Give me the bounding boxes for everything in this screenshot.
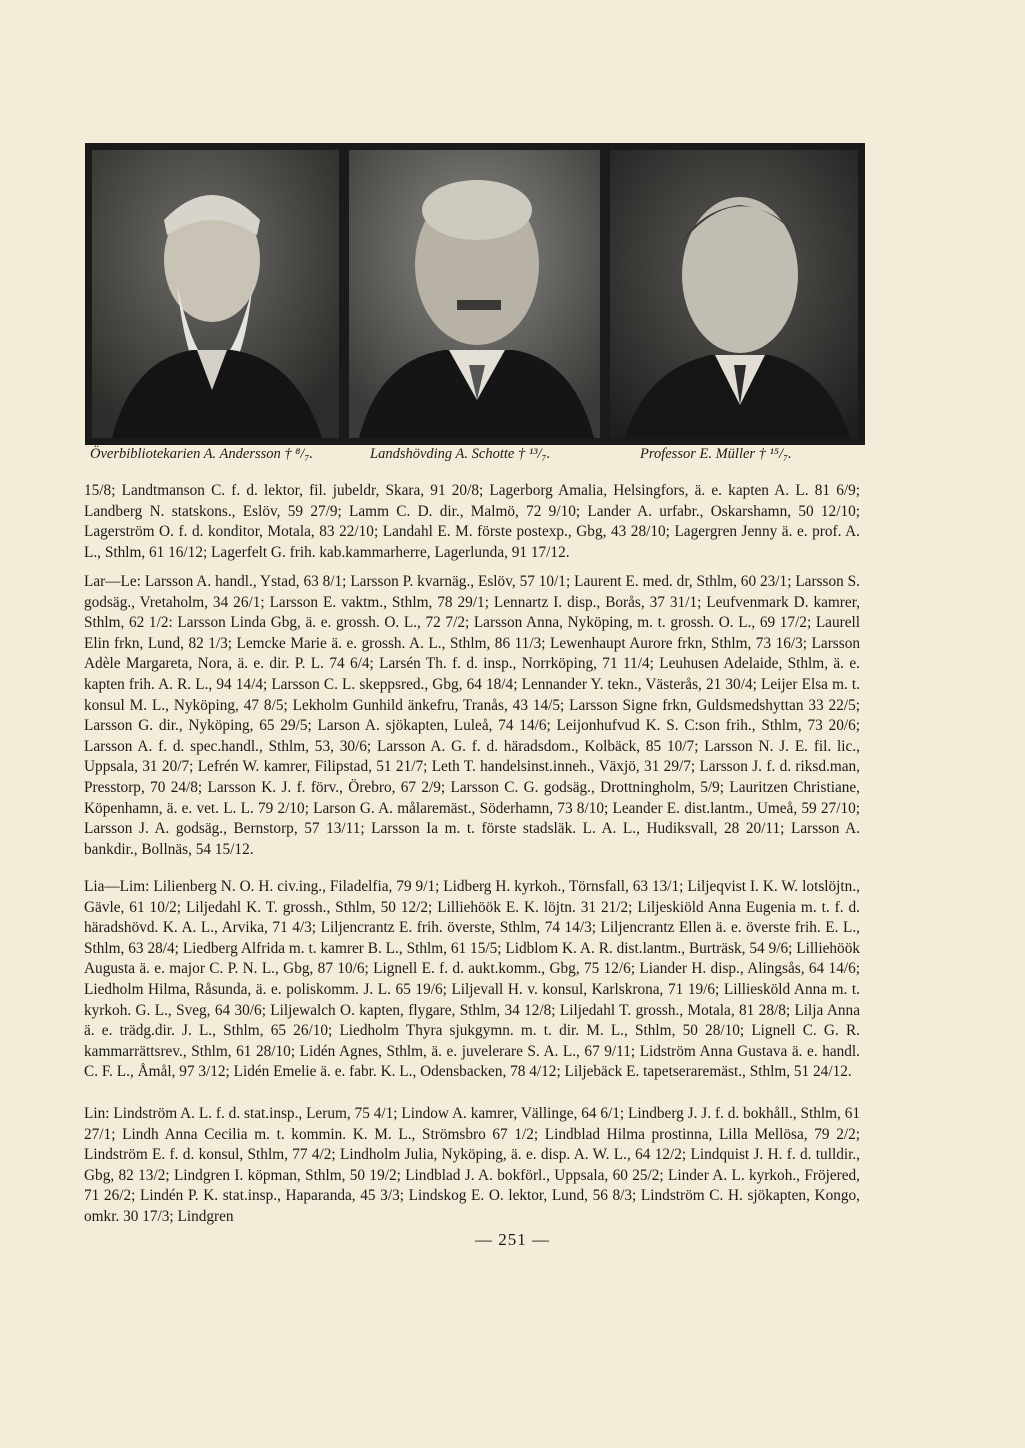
paragraph-text: 15/8; Landtmanson C. f. d. lektor, fil. jubeldr, Skara, 91 20/8; Lagerborg Amalia, Helsingfors, ä. e. kapten A. L. 81 6/9; Landberg N. statskons., Eslöv, 59 27/9; Lamm C. D. dir., Malmö, 72 9/10; Lander A. urfabr., Oskarshamn, 50 12/10; Lagerström O. f. d. konditor, Motala, 83 22/10; Landahl E. M. förste postexp., Gbg, 43 28/10; Lagergren Jenny ä. e. prof. A. L., Sthlm, 61 16/12; Lagerfelt G. frih. kab.kammarherre, Lagerlunda, 91 17/12. xyxy=(84,482,860,561)
caption-andersson: Överbibliotekarien A. Andersson † ⁸/₇. xyxy=(90,446,313,462)
paragraph-lar-le xyxy=(84,572,860,860)
photo-captions xyxy=(90,446,860,466)
paragraph-text: Lindström A. L. f. d. stat.insp., Lerum, 75 4/1; Lindow A. kamrer, Vällinge, 64 6/1; Lindberg J. J. f. d. bokhåll., Sthlm, 61 27/1; Lindh Anna Cecilia m. t. kommin. K. M. L., Strömsbro 67 1/2; Lindblad Hilma prostinna, Lilla Mellösa, 79 2/2; Lindström E. f. d. konsul, Sthlm, 77 4/2; Lindholm Julia, Nyköping, ä. e. disp. A. W. L., 64 12/2; Lindquist J. H. f. d. tulldir., Gbg, 82 13/2; Lindgren I. köpman, Sthlm, 50 19/2; Lindblad J. A. bokförl., Uppsala, 60 25/2; Linder A. L. kyrkoh., Fröjered, 71 26/2; Lindén P. K. stat.insp., Haparanda, 45 3/3; Lindskog E. O. lektor, Lund, 56 8/3; Lindström C. H. sjökapten, Kongo, omkr. 30 17/3; Lindgren xyxy=(84,1105,861,1225)
paragraph-lia-lim xyxy=(84,877,860,1083)
portrait-muller xyxy=(610,150,858,438)
paragraph-text: Lilienberg N. O. H. civ.ing., Filadelfia, 79 9/1; Lidberg H. kyrkoh., Törnsfall, 63 13/1; Liljeqvist I. K. W. lotslöjtn., Gävle, 61 10/2; Liljedahl K. T. grossh., Sthlm, 50 12/2; Lilliehöök E. K. löjtn. 31 21/2; Liljeskiöld Anna Eugenia m. t. f. d. häradshövd. K. A. L., Arvika, 71 4/3; Liljencrantz E. frih. överste, Sthlm, 74 14/3; Liljencrantz Ellen ä. e. överste frih. E. L., Sthlm, 63 28/4; Liedberg Alfrida m. t. kamrer B. L., Sthlm, 61 15/5; Lidblom K. A. R. dist.lantm., Burträsk, 54 9/6; Lilliehöök Augusta ä. e. major C. P. N. L., Gbg, 87 10/6; Lignell E. f. d. aukt.komm., Gbg, 75 12/6; Liander H. disp., Alingsås, 64 14/6; Liedholm Hilma, Råsunda, ä. e. poliskomm. J. L. 65 19/6; Liljevall H. v. konsul, Karlskrona, 71 19/6; Lilliesköld Anna m. t. kyrkoh. G. L., Sveg, 64 30/6; Liljewalch O. kapten, flygare, Sthlm, 34 12/8; Liljedahl T. grossh., Motala, 81 28/8; Lilja Anna ä. e. trädg.dir. J. L., Sthlm, 65 26/10; Liedholm Thyra sjukgymn. m. t. dir. M. L., Sthlm, 50 28/10; Lignell C. G. R. kammarrättsrev., Sthlm, 61 28/10; Lidén Agnes, Sthlm, ä. e. juvelerare S. A. L., 67 9/11; Lidström Anna Gustava ä. e. handl. C. F. L., Åmål, 97 3/12; Lidén Emelie ä. e. fabr. K. L., Odensbacken, 78 4/12; Liljebäck E. tapetseraremäst., Sthlm, 51 24/12. xyxy=(84,878,860,1081)
paragraph-lin xyxy=(84,1104,860,1228)
caption-schotte: Landshövding A. Schotte † ¹³/₇. xyxy=(370,446,551,462)
paragraph-la-continued xyxy=(84,481,860,563)
portrait-andersson xyxy=(92,150,339,438)
paragraph-text: Larsson A. handl., Ystad, 63 8/1; Larsson P. kvarnäg., Eslöv, 57 10/1; Laurent E. med. dr, Sthlm, 60 23/1; Larsson S. godsäg., Vretaholm, 34 26/1; Larsson E. vaktm., Sthlm, 78 29/1; Lennartz I. disp., Borås, 37 31/1; Leufvenmark D. kamrer, Sthlm, 62 1/2: Larsson Linda Gbg, ä. e. grossh. O. L., 72 7/2; Larsson Anna, Nyköping, m. t. grossh. O. L., 69 17/2; Laurell Elin frkn, Lund, 82 1/3; Lemcke Marie ä. e. grossh. A. L., Sthlm, 86 11/3; Lewenhaupt Aurore frkn, Sthlm, 73 16/3; Larsson Adèle Margareta, Nora, ä. e. dir. P. L. 74 6/4; Larsén Th. f. d. insp., Norrköping, 71 11/4; Leuhusen Adelaide, Sthlm, ä. e. kapten frih. A. R. L., 94 14/4; Larsson C. L. skeppsred., Gbg, 64 18/4; Lennander Y. tekn., Västerås, 21 30/4; Leijer Elsa m. t. konsul M. L., Nyköping, 47 8/5; Lekholm Gunhild änkefru, Tranås, 43 14/5; Larsson Signe frkn, Guldsmedshyttan 33 22/5; Larsson G. dir., Nyköping, 65 29/5; Larson A. sjökapten, Luleå, 74 14/6; Leijonhufvud K. S. C:son frih., Sthlm, 73 20/6; Larsson A. f. d. spec.handl., Sthlm, 53, 30/6; Larsson A. G. f. d. häradsdom., Kolbäck, 85 10/7; Larsson N. J. E. fil. lic., Uppsala, 31 20/7; Lefrén W. kamrer, Filipstad, 51 21/7; Leth T. handelsinst.inneh., Växjö, 31 29/7; Larsson J. f. d. riksd.man, Presstorp, 70 24/8; Larsson K. J. f. förv., Örebro, 67 2/9; Larsson C. G. godsäg., Drottningholm, 5/9; Lauritzen Christiane, Köpenhamn, ä. e. vet. L. L. 79 2/10; Larson G. A. målaremäst., Söderhamn, 73 8/10; Leander E. dist.lantm., Umeå, 59 27/10; Larsson J. A. godsäg., Bernstorp, 57 13/11; Larsson Ia m. t. förste stadsläk. L. A. L., Hudiksvall, 28 20/11; Larsson A. bankdir., Bollnäs, 54 15/12. xyxy=(84,573,860,858)
portrait-schotte xyxy=(349,150,600,438)
photo-strip xyxy=(85,143,865,445)
page-number: — 251 — xyxy=(475,1230,550,1249)
section-prefix: Lia—Lim: xyxy=(84,878,150,895)
caption-muller: Professor E. Müller † ¹⁵/₇. xyxy=(640,446,792,462)
section-prefix: Lar—Le: xyxy=(84,573,141,590)
section-prefix: Lin: xyxy=(84,1105,110,1122)
